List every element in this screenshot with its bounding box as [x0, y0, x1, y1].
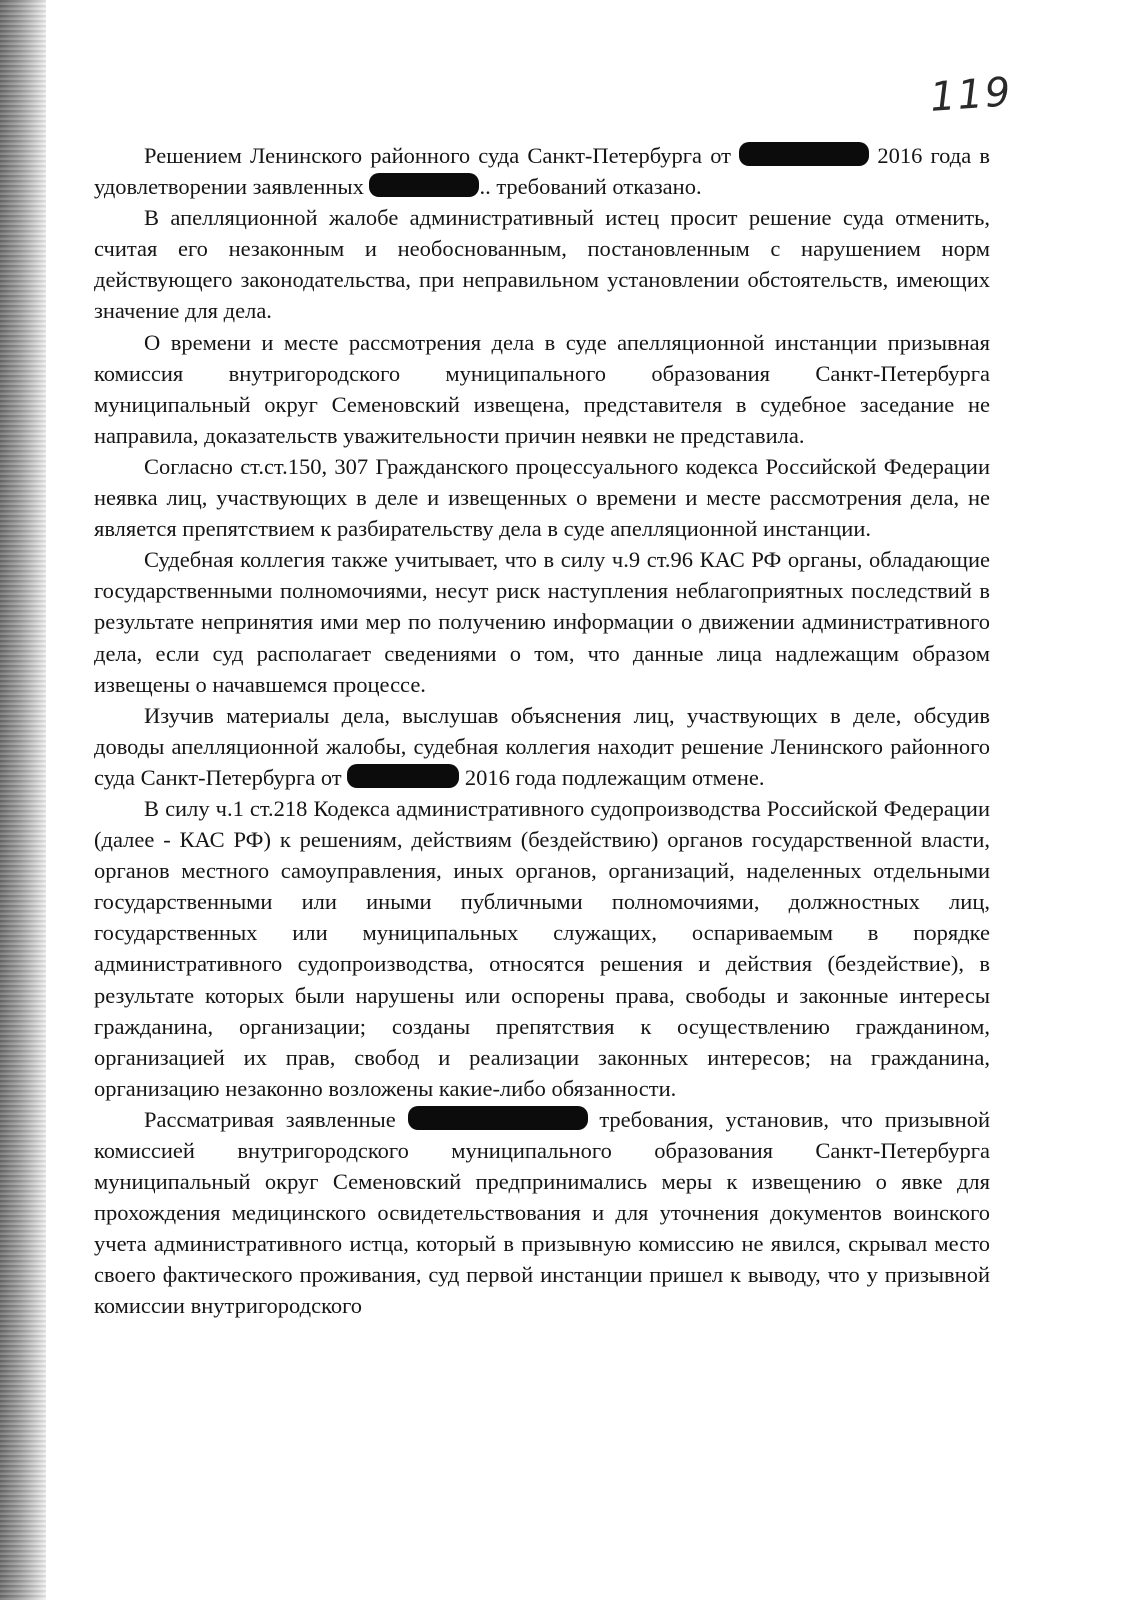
redaction-mark	[408, 1106, 588, 1130]
paragraph-risk: Судебная коллегия также учитывает, что в силу ч.9 ст.96 КАС РФ органы, обладающие государственными полномочиями, несут риск наступления неблагоприятных последствий в результате непринятия ими мер по получению информации о движении административного дела, если суд располагает сведениями о том, что данные лица надлежащим образом извещены о начавшемся процессе.	[94, 547, 990, 697]
paragraph-decision: Решением Ленинского районного суда Санкт-Петербурга от 2016 года в удовлетворении заявленных .. требований отказано.	[94, 143, 991, 200]
redaction-mark	[347, 764, 459, 788]
scan-page-edge-lines	[0, 0, 46, 1600]
paragraph-considering: Рассматривая заявленные требования, установив, что призывной комиссией внутригородского муниципального образования Санкт-Петербурга муниципальный округ Семеновский предпринимались меры к извещению о явке для прохождения медицинского освидетельствования и для уточнения документов воинского учета административного истца, который в призывную комиссию не явился, скрывал место своего фактического проживания, суд первой инстанции пришел к выводу, что у призывной комиссии внутригородского	[94, 1106, 991, 1319]
redaction-mark	[739, 142, 869, 166]
paragraph-appeal: В апелляционной жалобе административный истец просит решение суда отменить, считая его незаконным и необоснованным, постановленным с нарушением норм действующего законодательства, при неправильном установлении обстоятельств, имеющих значение для дела.	[94, 205, 990, 324]
document-body	[94, 140, 990, 1322]
paragraph-article-218: В силу ч.1 ст.218 Кодекса административного судопроизводства Российской Федерации (далее - КАС РФ) к решениям, действиям (бездействию) органов государственной власти, органов местного самоуправления, иных органов, организаций, наделенных отдельными государственными или иными публичными полномочиями, должностных лиц, государственных или муниципальных служащих, оспариваемым в порядке административного судопроизводства, относятся решения и действия (бездействие), в результате которых были нарушены или оспорены права, свободы и законные интересы гражданина, организации; созданы препятствия к осуществлению гражданином, организацией их прав, свобод и реализации законных интересов; на гражданина, организацию незаконно возложены какие-либо обязанности.	[94, 795, 990, 1101]
handwritten-page-number: 119	[928, 69, 1014, 121]
paragraph-absence: Согласно ст.ст.150, 307 Гражданского процессуального кодекса Российской Федерации неявка лиц, участвующих в деле и извещенных о времени и месте рассмотрения дела, не является препятствием к разбирательству дела в суде апелляционной инстанции.	[94, 453, 990, 542]
paragraph-review: Изучив материалы дела, выслушав объяснения лиц, участвующих в деле, обсудив доводы апелляционной жалобы, судебная коллегия находит решение Ленинского районного суда Санкт-Петербурга от 2016 года подлежащим отмене.	[94, 702, 990, 790]
redaction-mark	[369, 173, 479, 197]
paragraph-notification: О времени и месте рассмотрения дела в суде апелляционной инстанции призывная комиссия внутригородского муниципального образования Санкт-Петербурга муниципальный округ Семеновский извещена, представителя в судебное заседание не направила, доказательств уважительности причин неявки не представила.	[94, 329, 990, 448]
